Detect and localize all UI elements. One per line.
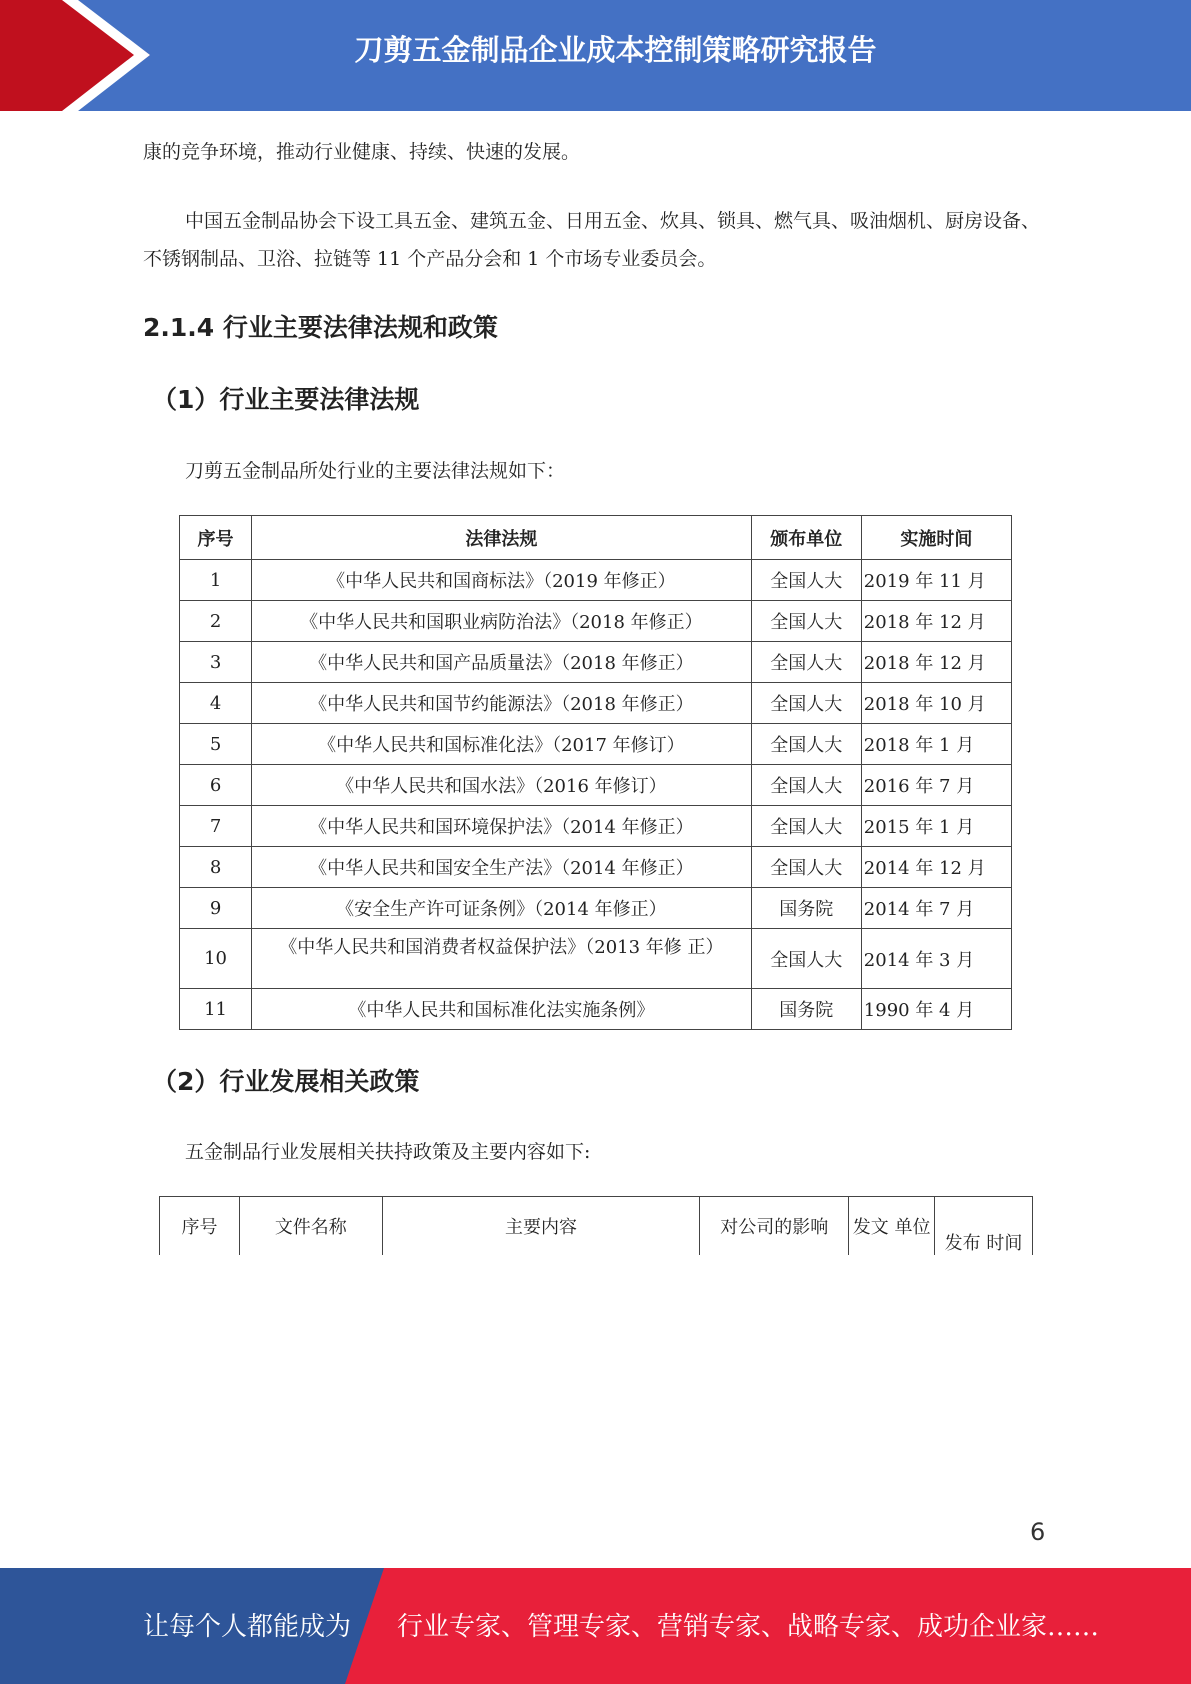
law-name: 《中华人民共和国安全生产法》（2014 年修正） [252,847,752,888]
row-index: 3 [180,642,252,683]
table-row [180,560,1012,601]
row-index: 1 [180,560,252,601]
policy-table [159,1196,1033,1255]
row-index: 9 [180,888,252,929]
laws-table [179,515,1012,1030]
law-name: 《中华人民共和国环境保护法》（2014 年修正） [252,806,752,847]
page-number: 6 [1030,1518,1046,1546]
effective-date: 2018 年 10 月 [861,683,1011,724]
row-index: 7 [180,806,252,847]
footer-slogan-left: 让每个人都能成为 [143,1612,352,1642]
table-row [180,642,1012,683]
column-header: 法律法规 [252,516,752,560]
effective-date: 2019 年 11 月 [861,560,1011,601]
issuer: 全国人大 [751,847,861,888]
issuer: 全国人大 [751,806,861,847]
column-header: 对公司的影响 [700,1197,849,1256]
paragraph-association: 中国五金制品协会下设工具五金、建筑五金、日用五金、炊具、锁具、燃气具、吸油烟机、厨房设备、不锈钢制品、卫浴、拉链等 11 个产品分会和 1 个市场专业委员会。 [143,210,1041,270]
issuer: 全国人大 [751,642,861,683]
law-name: 《中华人民共和国消费者权益保护法》（2013 年修 正） [252,929,752,989]
law-name: 《安全生产许可证条例》（2014 年修正） [252,888,752,929]
column-header: 序号 [160,1197,240,1256]
column-header: 文件名称 [239,1197,382,1256]
row-index: 2 [180,601,252,642]
table-row [180,601,1012,642]
page-header [0,0,1191,111]
law-name: 《中华人民共和国标准化法实施条例》 [252,989,752,1030]
effective-date: 2018 年 1 月 [861,724,1011,765]
effective-date: 1990 年 4 月 [861,989,1011,1030]
issuer: 全国人大 [751,601,861,642]
law-name: 《中华人民共和国节约能源法》（2018 年修正） [252,683,752,724]
row-index: 5 [180,724,252,765]
column-header: 主要内容 [382,1197,700,1256]
row-index: 8 [180,847,252,888]
row-index: 11 [180,989,252,1030]
issuer: 全国人大 [751,560,861,601]
row-index: 10 [180,929,252,989]
policies-intro: 五金制品行业发展相关扶持政策及主要内容如下: [185,1141,591,1163]
table-row [180,929,1012,989]
effective-date: 2014 年 12 月 [861,847,1011,888]
issuer: 全国人大 [751,724,861,765]
page-footer [0,1568,1191,1684]
column-header: 发布 时间 [935,1197,1033,1256]
law-name: 《中华人民共和国职业病防治法》（2018 年修正） [252,601,752,642]
laws-intro: 刀剪五金制品所处行业的主要法律法规如下： [185,460,566,482]
effective-date: 2018 年 12 月 [861,642,1011,683]
row-index: 6 [180,765,252,806]
issuer: 全国人大 [751,929,861,989]
issuer: 全国人大 [751,765,861,806]
effective-date: 2018 年 12 月 [861,601,1011,642]
subsection-heading-laws: （1）行业主要法律法规 [152,385,420,414]
table-row [180,806,1012,847]
subsection-heading-policies: （2）行业发展相关政策 [152,1067,420,1096]
law-name: 《中华人民共和国标准化法》（2017 年修订） [252,724,752,765]
effective-date: 2014 年 7 月 [861,888,1011,929]
issuer: 国务院 [751,989,861,1030]
section-heading: 2.1.4 行业主要法律法规和政策 [143,313,498,342]
law-name: 《中华人民共和国产品质量法》（2018 年修正） [252,642,752,683]
effective-date: 2016 年 7 月 [861,765,1011,806]
table-row [180,724,1012,765]
law-name: 《中华人民共和国水法》（2016 年修订） [252,765,752,806]
footer-slogan-right: 行业专家、管理专家、营销专家、战略专家、成功企业家…… [397,1612,1100,1642]
table-header-row [180,516,1012,560]
table-row [180,989,1012,1030]
issuer: 全国人大 [751,683,861,724]
document-title: 刀剪五金制品企业成本控制策略研究报告 [354,33,877,67]
column-header: 颁布单位 [751,516,861,560]
issuer: 国务院 [751,888,861,929]
effective-date: 2015 年 1 月 [861,806,1011,847]
row-index: 4 [180,683,252,724]
law-name: 《中华人民共和国商标法》（2019 年修正） [252,560,752,601]
paragraph-continued: 康的竞争环境，推动行业健康、持续、快速的发展。 [143,141,581,163]
table-row [180,683,1012,724]
effective-date: 2014 年 3 月 [861,929,1011,989]
table-header-row [160,1197,1033,1256]
table-row [180,765,1012,806]
table-row [180,847,1012,888]
column-header: 序号 [180,516,252,560]
column-header: 实施时间 [861,516,1011,560]
table-row [180,888,1012,929]
column-header: 发文 单位 [849,1197,935,1256]
